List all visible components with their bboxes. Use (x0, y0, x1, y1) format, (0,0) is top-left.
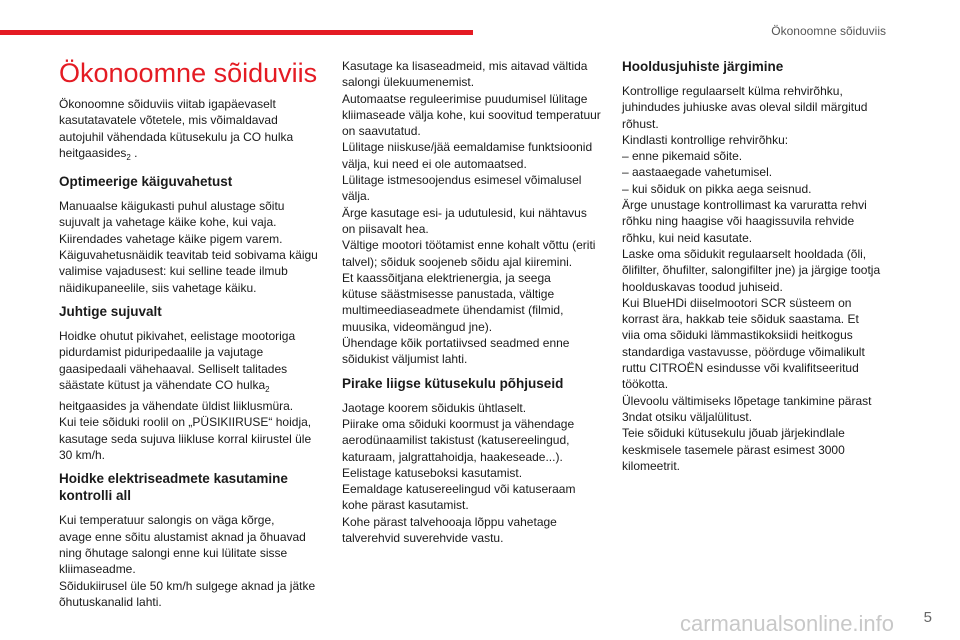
heading-gear-shift: Optimeerige käiguvahetust (59, 174, 233, 190)
paragraph-fuel-consumption-causes: Jaotage koorem sõidukis ühtlaselt. Piirake oma sõiduki koormust ja vähendage aerodünaamilist takistust (katusereelingud, katuraam, jalgrattahoidja, haakeseade...). Eelistage katuseboksi kasutamist. Eemaldage katusereelingud või katuseraam kohe pärast kasutamist. Kohe pärast talvehooaja lõppu vahetage talverehvid suverehvide vastu. (342, 400, 576, 546)
paragraph-electrical-equipment: Kui temperatuur salongis on väga kõrge, avage enne sõitu alustamist aknad ja õhuavad ning õhutage salongi enne kui lülitate sisse kliimaseadme. Sõidukiirusel üle 50 km/h sulgege aknad ja jätke õhutuskanalid lahti. (59, 513, 316, 609)
heading-electrical-equipment: Hoidke elektriseadmete kasutamine kontrolli all (59, 471, 288, 504)
top-accent-bar (0, 30, 473, 35)
intro-paragraph: Ökonoomne sõiduviis viitab igapäevaselt kasutatavatele võtetele, mis võimaldavad autojuhil vähendada kütusekulu ja CO hulka heitgaasides$_2$ . (59, 97, 294, 162)
column-3 (622, 58, 888, 479)
column-2 (342, 58, 606, 551)
paragraph-smooth-driving: Hoidke ohutut pikivahet, eelistage mootoriga pidurdamist piduripedaalile ja vajutage gaasipedaali vähehaaval. Selliselt talitades säästate kütust ja vähendate CO hulka$_2$ heitgaasides ja vähendate üldist liiklusmüra. Kui teie sõiduki roolil on „PÜSIKIIRUSE“ hoidja, kasutage seda sujuva liikluse korral kiirustel üle 30 km/h. (59, 328, 312, 463)
column-1 (59, 58, 323, 615)
paragraph-gear-shift: Manuaalse käigukasti puhul alustage sõitu sujuvalt ja vahetage käike kohe, kui vaja. Kiirendades vahetage käike pigem varem. Käiguvahetusnäidik teavitab teid sobivama käigu valimise vajadusest: kui selline teade ilmub näidikupaneelile, siis vahetage käiku. (59, 199, 318, 295)
paragraph-accessories: Kasutage ka lisaseadmeid, mis aitavad vältida salongi ülekuumenemist. Automaatse reguleerimise puudumisel lülitage kliimaseade välja kohe, kui soovitud temperatuur on saavutatud. Lülitage niiskuse/jää eemaldamise funktsioonid välja, kui need ei ole automaatsed. Lülitage istmesoojendus esimesel võimalusel välja. Ärge kasutage esi- ja udutulesid, kui nähtavus on piisavalt hea. Vältige mootori töötamist enne kohalt võttu (eriti talvel); sõiduk soojeneb sõidu ajal kiiremini. Et kaassõitjana elektrienergia, ja seega kütuse säästmisesse panustada, vältige multimeediaseadmete ühendamist (filmid, muusika, videomängud jne). Ühendage kõik portatiivsed seadmed enne sõidukist väljumist lahti. (342, 59, 601, 367)
heading-maintenance: Hooldusjuhiste järgimine (622, 59, 784, 74)
heading-smooth-driving: Juhtige sujuvalt (59, 303, 162, 319)
page-title: Ökonoomne sõiduviis (59, 58, 318, 88)
watermark: carmanualsonline.info (680, 611, 895, 636)
heading-fuel-consumption-causes: Pirake liigse kütusekulu põhjuseid (342, 375, 564, 391)
paragraph-maintenance: Kontrollige regulaarselt külma rehvirõhku, juhindudes juhiuske avas oleval sildil märgitud rõhust. Kindlasti kontrollige rehvirõhku: – enne pikemaid sõite. – aastaaegade vahetumisel. – kui sõiduk on pikka aega seisnud. Ärge unustage kontrollimast ka varuratta rehvi rõhku ning haagise või haagissuvila rehvide rõhku, kui neid kasutate. Laske oma sõidukit regulaarselt hooldada (õli, õlifilter, õhufilter, salongifilter jne) ja järgige tootja hoolduskavas toodud juhiseid. Kui BlueHDi diiselmootori SCR süsteem on korrast ära, hakkab teie sõiduk saastama. Et viia oma sõiduki lämmastikoksiidi heitkogus standardiga vastavusse, pöörduge võimalikult ruttu CITROËN esindusse või kvalifitseeritud töökotta. Ülevoolu vältimiseks lõpetage tankimine pärast 3ndat otsiku väljalülitust. Teie sõiduki kütusekulu jõuab järjekindlale keskmisele tasemele pärast esimest 3000 kilomeetrit. (622, 84, 881, 473)
section-header: Ökonoomne sõiduviis (771, 24, 886, 38)
page-number: 5 (923, 609, 932, 626)
